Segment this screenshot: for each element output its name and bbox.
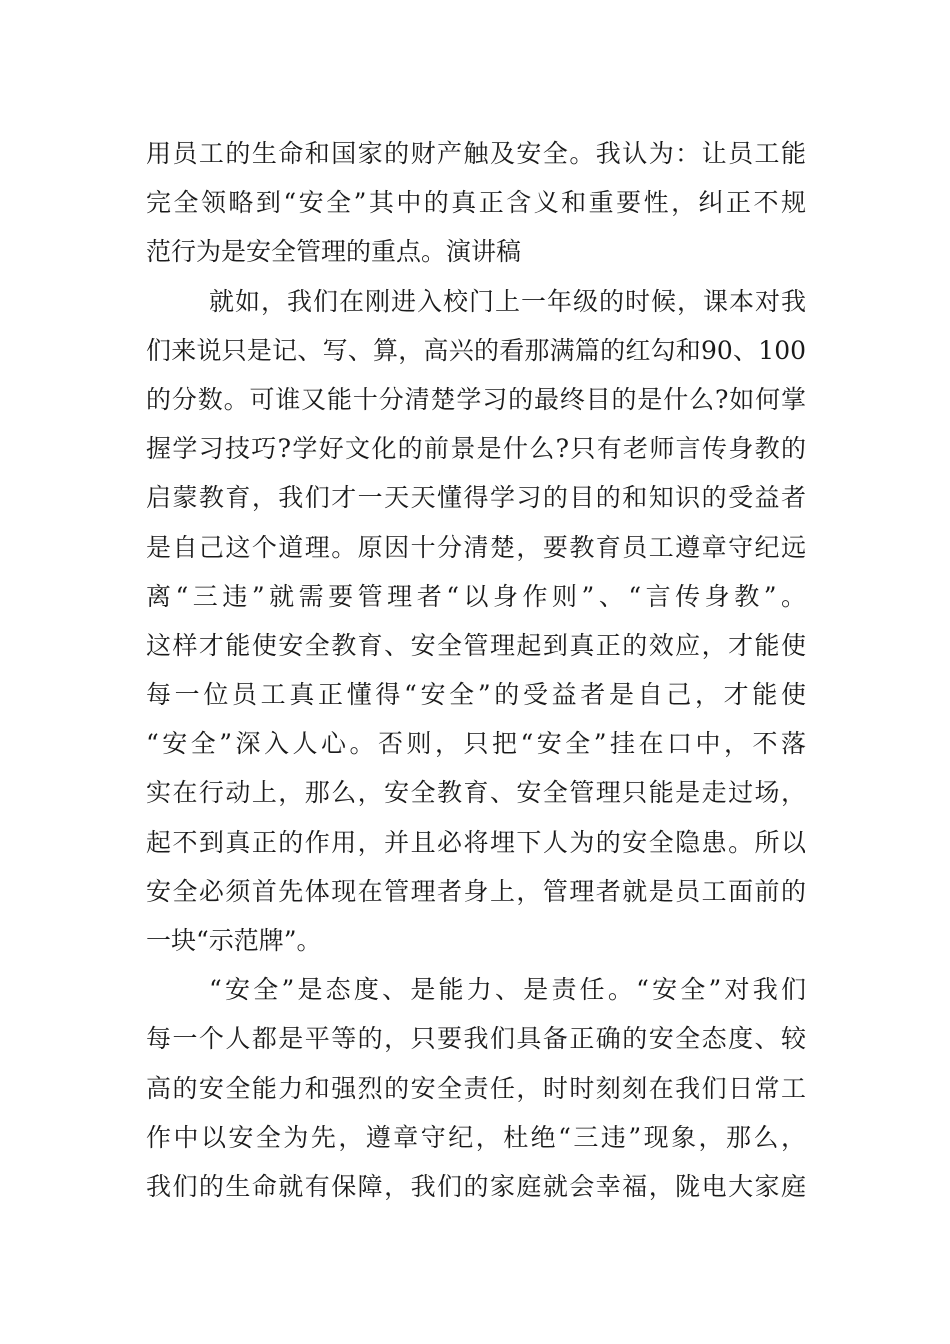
text-line: 用员工的生命和国家的财产触及安全。我认为：让员工能 — [146, 139, 806, 168]
text-line: “安全”深入人心。否则，只把“安全”挂在口中，不落 — [146, 729, 806, 759]
text-line: 每一位员工真正懂得“安全”的受益者是自己，才能使 — [146, 680, 806, 710]
text-line: 是自己这个道理。原因十分清楚，要教育员工遵章守纪远 — [146, 532, 806, 562]
text-line: 范行为是安全管理的重点。演讲稿 — [146, 237, 522, 267]
text-line: 作中以安全为先，遵章守纪，杜绝“三违”现象，那么， — [146, 1122, 806, 1152]
text-line: 安全必须首先体现在管理者身上，管理者就是员工面前的 — [146, 876, 806, 906]
text-line: 实在行动上，那么，安全教育、安全管理只能是走过场， — [146, 778, 806, 808]
text-line: 起不到真正的作用，并且必将埋下人为的安全隐患。所以 — [146, 827, 806, 857]
text-line: 每一个人都是平等的，只要我们具备正确的安全态度、较 — [146, 1024, 806, 1054]
text-line: 就如，我们在刚进入校门上一年级的时候，课本对我 — [209, 286, 806, 316]
text-line: 高的安全能力和强烈的安全责任，时时刻刻在我们日常工 — [146, 1073, 806, 1103]
text-line: 的分数。可谁又能十分清楚学习的最终目的是什么?如何掌 — [146, 384, 806, 414]
text-line: 离“三违”就需要管理者“以身作则”、“言传身教”。 — [146, 581, 806, 611]
text-line: 完全领略到“安全”其中的真正含义和重要性，纠正不规 — [146, 188, 806, 218]
text-line: 一块“示范牌”。 — [146, 926, 322, 955]
text-line: 启蒙教育，我们才一天天懂得学习的目的和知识的受益者 — [146, 483, 806, 513]
text-line: 这样才能使安全教育、安全管理起到真正的效应，才能使 — [146, 630, 806, 660]
text-line: 们来说只是记、写、算，高兴的看那满篇的红勾和90、100 — [146, 335, 806, 365]
body-text — [146, 129, 806, 1211]
text-line: 我们的生命就有保障，我们的家庭就会幸福，陇电大家庭 — [146, 1171, 806, 1201]
text-line: “安全”是态度、是能力、是责任。“安全”对我们 — [209, 975, 806, 1005]
text-line: 握学习技巧?学好文化的前景是什么?只有老师言传身教的 — [146, 434, 806, 464]
